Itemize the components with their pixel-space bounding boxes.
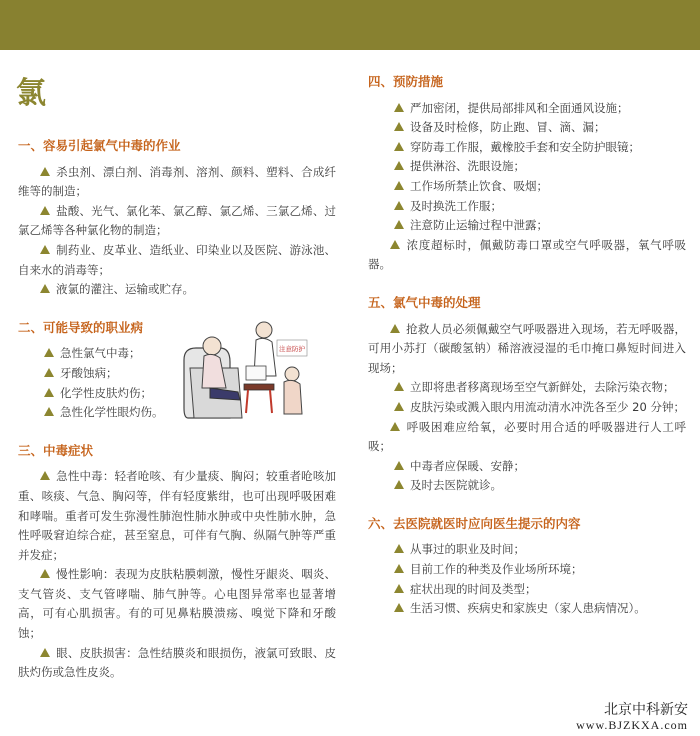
section-heading: 四、预防措施 [368, 74, 444, 89]
triangle-bullet-icon [40, 471, 50, 480]
triangle-bullet-icon [44, 348, 54, 357]
triangle-bullet-icon [44, 368, 54, 377]
list-item: 注意防止运输过程中泄露； [368, 216, 686, 236]
list-item: 盐酸、光气、氯化苯、氯乙醇、氯乙烯、三氯乙烯、过氯乙烯等各种氯化物的制造； [18, 203, 336, 238]
list-item: 急性中毒：轻者呛咳、有少量痰、胸闷；较重者呛咳加重、咳痰、气急、胸闷等，伴有轻度紫绀，也可出现呼吸困难和哮喘。重者可发生弥漫性肺泡性肺水肿或中央性肺水肿，急性呼吸窘迫综合症，甚至窒息，可伴有气胸、纵隔气肿等严重并发症； [18, 469, 336, 562]
warning-sign-text: 注意防护 [279, 345, 305, 353]
list-item: 工作场所禁止饮食、吸烟； [368, 177, 686, 197]
list-item: 眼、皮肤损害：急性结膜炎和眼损伤，液氯可致眼、皮肤灼伤或急性皮炎。 [18, 645, 336, 680]
list-item: 穿防毒工作服，戴橡胶手套和安全防护眼镜； [368, 138, 686, 158]
triangle-bullet-icon [394, 142, 404, 151]
list-item: 牙酸蚀病； [18, 364, 336, 384]
triangle-bullet-icon [390, 422, 400, 431]
page-title: 氯 [16, 76, 47, 111]
section-heading: 六、去医院就医时应向医生提示的内容 [368, 515, 581, 531]
list-item: 液氯的灌注、运输或贮存。 [18, 280, 336, 300]
watermark [576, 703, 688, 733]
list-item: 提供淋浴、洗眼设施； [368, 157, 686, 177]
triangle-bullet-icon [394, 402, 404, 411]
list-item: 化学性皮肤灼伤； [18, 384, 336, 404]
watermark-name: 北京中科新安 [604, 703, 688, 718]
list-item: 皮肤污染或溅入眼内用流动清水冲洗各至少 20 分钟； [368, 398, 686, 418]
right-column [368, 72, 686, 619]
list-item: 设备及时检修，防止跑、冒、滴、漏； [368, 118, 686, 138]
triangle-bullet-icon [394, 181, 404, 190]
triangle-bullet-icon [40, 206, 50, 215]
list-item: 及时去医院就诊。 [368, 476, 686, 496]
triangle-bullet-icon [44, 407, 54, 416]
triangle-bullet-icon [390, 324, 400, 333]
list-item: 从事过的职业及时间； [368, 540, 686, 560]
triangle-bullet-icon [40, 569, 50, 578]
list-item: 中毒者应保暖、安静； [368, 457, 686, 477]
triangle-bullet-icon [394, 220, 404, 229]
triangle-bullet-icon [394, 564, 404, 573]
list-item: 浓度超标时，佩戴防毒口罩或空气呼吸器，氧气呼吸器。 [368, 237, 686, 272]
triangle-bullet-icon [394, 461, 404, 470]
triangle-bullet-icon [394, 161, 404, 170]
list-item: 制药业、皮革业、造纸业、印染业以及医院、游泳池、自来水的消毒等； [18, 242, 336, 277]
section-heading: 三、中毒症状 [18, 442, 94, 458]
watermark-url: www.BJZKXA.com [576, 718, 688, 732]
illustration-patient-doctor [180, 318, 310, 428]
list-item: 及时换洗工作服； [368, 197, 686, 217]
list-item: 严加密闭，提供局部排风和全面通风设施； [368, 99, 686, 119]
triangle-bullet-icon [390, 240, 400, 249]
triangle-bullet-icon [394, 103, 404, 112]
triangle-bullet-icon [394, 480, 404, 489]
section-heading: 一、容易引起氯气中毒的作业 [18, 138, 181, 153]
triangle-bullet-icon [40, 648, 50, 657]
triangle-bullet-icon [44, 388, 54, 397]
list-item: 抢救人员必须佩戴空气呼吸器进入现场，若无呼吸器，可用小苏打（碳酸氢钠）稀溶液浸湿的毛巾掩口鼻短时间进入现场； [368, 321, 686, 375]
list-item: 生活习惯、疾病史和家族史（家人患病情况）。 [368, 599, 686, 619]
triangle-bullet-icon [394, 544, 404, 553]
header-bar [0, 0, 700, 50]
triangle-bullet-icon [394, 382, 404, 391]
triangle-bullet-icon [40, 245, 50, 254]
triangle-bullet-icon [40, 284, 50, 293]
list-item: 立即将患者移离现场至空气新鲜处，去除污染衣物； [368, 378, 686, 398]
list-item: 急性氯气中毒； [18, 344, 336, 364]
triangle-bullet-icon [394, 603, 404, 612]
list-item: 慢性影响：表现为皮肤粘膜刺激，慢性牙龈炎、咽炎、支气管炎、支气管哮喘、肺气肿等。心电图异常率也显著增高，可有心肌损害。有的可见鼻粘膜溃疡、嗅觉下降和牙酸蚀； [18, 567, 336, 641]
list-item: 杀虫剂、漂白剂、消毒剂、溶剂、颜料、塑料、合成纤维等的制造； [18, 164, 336, 199]
triangle-bullet-icon [394, 122, 404, 131]
section-heading: 五、氯气中毒的处理 [368, 294, 481, 310]
list-item: 目前工作的种类及作业场所环境； [368, 560, 686, 580]
triangle-bullet-icon [394, 584, 404, 593]
list-item: 症状出现的时间及类型； [368, 580, 686, 600]
list-item: 急性化学性眼灼伤。 [18, 403, 336, 423]
section-heading: 二、可能导致的职业病 [18, 319, 144, 335]
triangle-bullet-icon [394, 201, 404, 210]
list-item: 呼吸困难应给氧，必要时用合适的呼吸器进行人工呼吸； [368, 419, 686, 454]
triangle-bullet-icon [40, 167, 50, 176]
